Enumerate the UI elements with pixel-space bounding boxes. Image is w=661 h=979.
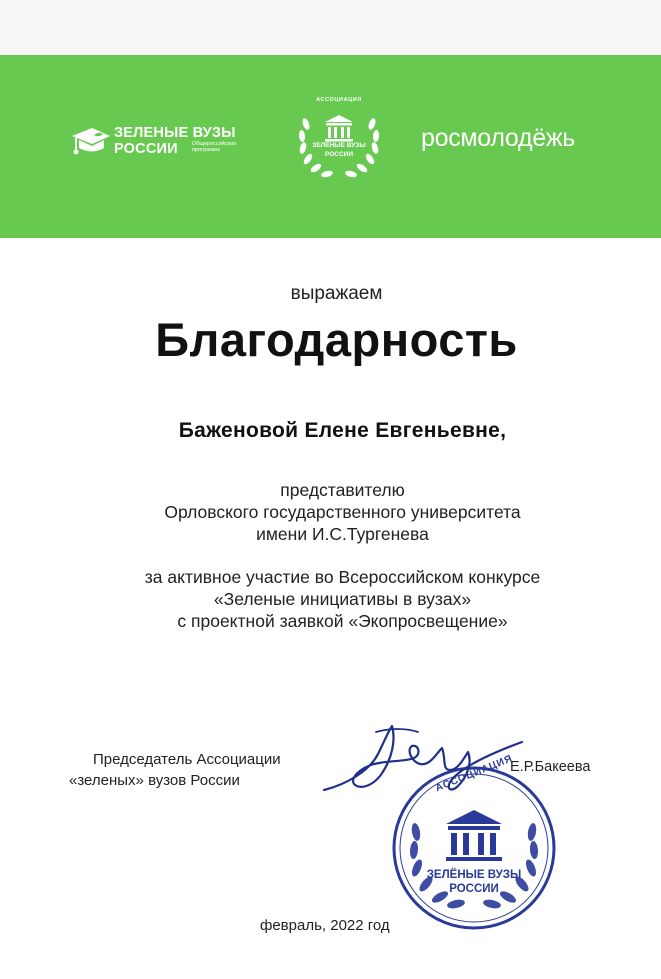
- certificate-date: февраль, 2022 год: [260, 917, 390, 934]
- reason-line: за активное участие во Всероссийском конкурсе: [144, 567, 541, 587]
- logo-center-line1: ЗЕЛЁНЫЕ ВУЗЫ: [312, 142, 366, 149]
- logo-left-subtitle: Общероссийская программа: [192, 141, 237, 153]
- green-universities-logo: [68, 124, 258, 160]
- wreath-icon: [289, 94, 389, 186]
- top-strip: [0, 0, 661, 55]
- association-logo: [289, 94, 389, 186]
- chair-title-line2: «зеленых» вузов России: [69, 772, 240, 789]
- express-text: выражаем: [290, 283, 383, 304]
- building-icon: [325, 115, 353, 142]
- chair-title-line1: Председатель Ассоциации: [93, 751, 281, 768]
- logo-left-line1: ЗЕЛЕНЫЕ ВУЗЫ: [114, 125, 236, 141]
- reason-line: «Зеленые инициативы в вузах»: [213, 589, 472, 609]
- handwritten-signature: [318, 718, 528, 800]
- certificate-title: Благодарность: [155, 313, 518, 366]
- representative-line: Орловского государственного университета: [164, 502, 521, 522]
- stamp-line1: ЗЕЛЁНЫЕ ВУЗЫ: [426, 869, 522, 881]
- stamp-assoc-text: АССОЦИАЦИЯ: [434, 753, 515, 795]
- logo-left-line2: РОССИИ: [114, 141, 178, 157]
- stamp-building-icon: [446, 810, 502, 861]
- graduation-cap-icon: [68, 126, 112, 158]
- reason-line: с проектной заявкой «Экопросвещение»: [177, 611, 508, 631]
- representative-line: представителю: [280, 480, 405, 500]
- logo-center-line2: РОССИИ: [324, 151, 354, 158]
- recipient-name: Баженовой Елене Евгеньевне,: [178, 419, 507, 442]
- stamp-line2: РОССИИ: [449, 883, 499, 895]
- rosmolodezh-logo: росмолодёжь: [421, 124, 576, 152]
- logo-center-assoc: АССОЦИАЦИЯ: [316, 97, 362, 103]
- representative-line: имени И.С.Тургенева: [256, 524, 429, 544]
- signer-name: Е.Р.Бакеева: [510, 759, 591, 775]
